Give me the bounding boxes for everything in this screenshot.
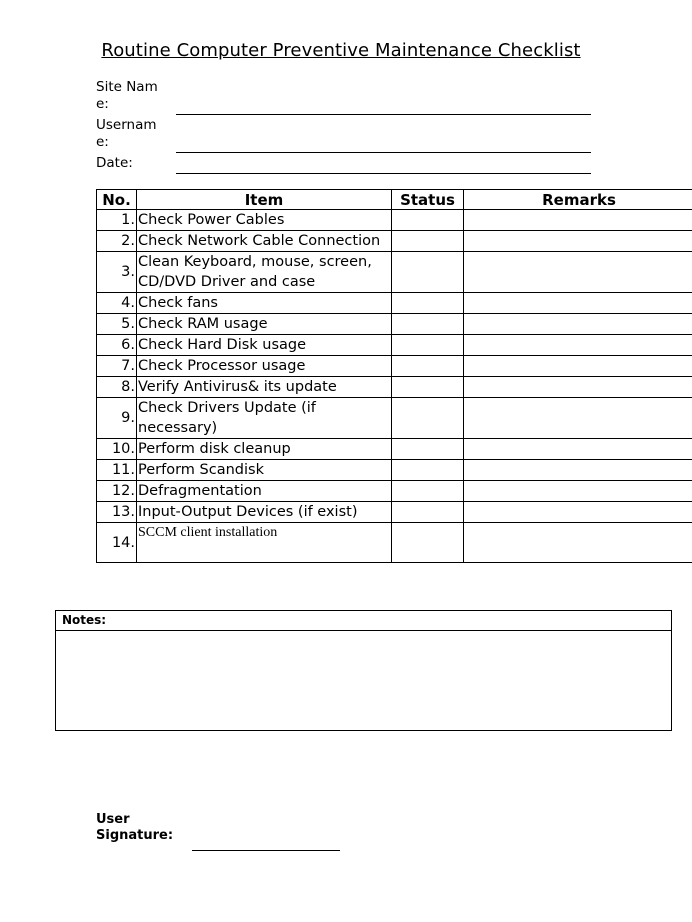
status-cell[interactable] <box>392 439 464 460</box>
row-item: Perform Scandisk <box>137 460 392 481</box>
status-cell[interactable] <box>392 252 464 293</box>
row-number: 8. <box>97 377 137 398</box>
column-header-status: Status <box>392 190 464 210</box>
status-cell[interactable] <box>392 460 464 481</box>
row-item: Input-Output Devices (if exist) <box>137 502 392 523</box>
remarks-cell[interactable] <box>464 502 692 523</box>
table-row <box>97 481 692 502</box>
row-number: 1. <box>97 210 137 231</box>
date-label: Date: <box>96 155 133 171</box>
row-number: 3. <box>97 252 137 293</box>
table-header-row <box>97 190 692 210</box>
remarks-cell[interactable] <box>464 293 692 314</box>
table-row <box>97 502 692 523</box>
row-number: 9. <box>97 398 137 439</box>
row-item: Perform disk cleanup <box>137 439 392 460</box>
username-label: Usernam e: <box>96 117 157 150</box>
status-cell[interactable] <box>392 356 464 377</box>
row-item: Check Processor usage <box>137 356 392 377</box>
row-number: 5. <box>97 314 137 335</box>
row-item: Check RAM usage <box>137 314 392 335</box>
user-signature-label: User Signature: <box>96 812 174 843</box>
status-cell[interactable] <box>392 398 464 439</box>
table-row <box>97 356 692 377</box>
table-row <box>97 335 692 356</box>
row-item: Check Power Cables <box>137 210 392 231</box>
remarks-cell[interactable] <box>464 460 692 481</box>
row-item: Clean Keyboard, mouse, screen, CD/DVD Driver and case <box>137 252 392 293</box>
row-number: 6. <box>97 335 137 356</box>
notes-label: Notes: <box>56 611 671 631</box>
remarks-cell[interactable] <box>464 377 692 398</box>
table-row <box>97 293 692 314</box>
row-number: 12. <box>97 481 137 502</box>
remarks-cell[interactable] <box>464 314 692 335</box>
date-field[interactable] <box>176 173 591 174</box>
remarks-cell[interactable] <box>464 523 692 563</box>
status-cell[interactable] <box>392 210 464 231</box>
remarks-cell[interactable] <box>464 210 692 231</box>
notes-box[interactable] <box>55 610 672 731</box>
row-item: Check Network Cable Connection <box>137 231 392 252</box>
table-row <box>97 377 692 398</box>
status-cell[interactable] <box>392 335 464 356</box>
column-header-item: Item <box>137 190 392 210</box>
row-item: Defragmentation <box>137 481 392 502</box>
status-cell[interactable] <box>392 481 464 502</box>
status-cell[interactable] <box>392 523 464 563</box>
username-field[interactable] <box>176 152 591 153</box>
remarks-cell[interactable] <box>464 439 692 460</box>
remarks-cell[interactable] <box>464 481 692 502</box>
table-row <box>97 460 692 481</box>
remarks-cell[interactable] <box>464 231 692 252</box>
row-number: 11. <box>97 460 137 481</box>
row-item: Check Drivers Update (if necessary) <box>137 398 392 439</box>
row-number: 13. <box>97 502 137 523</box>
site-name-label: Site Name: <box>96 79 158 112</box>
page-title: Routine Computer Preventive Maintenance Checklist <box>101 40 581 61</box>
table-row <box>97 210 692 231</box>
row-number: 2. <box>97 231 137 252</box>
remarks-cell[interactable] <box>464 252 692 293</box>
remarks-cell[interactable] <box>464 335 692 356</box>
table-row <box>97 252 692 293</box>
site-name-field[interactable] <box>176 114 591 115</box>
row-number: 14. <box>97 523 137 563</box>
row-number: 10. <box>97 439 137 460</box>
table-row <box>97 398 692 439</box>
row-number: 7. <box>97 356 137 377</box>
status-cell[interactable] <box>392 231 464 252</box>
checklist-table <box>96 189 692 563</box>
table-row <box>97 439 692 460</box>
row-number: 4. <box>97 293 137 314</box>
row-item: Check Hard Disk usage <box>137 335 392 356</box>
user-signature-field[interactable] <box>192 850 340 851</box>
table-row <box>97 523 692 563</box>
table-row <box>97 231 692 252</box>
column-header-remarks: Remarks <box>464 190 692 210</box>
status-cell[interactable] <box>392 314 464 335</box>
row-item: Verify Antivirus& its update <box>137 377 392 398</box>
column-header-no: No. <box>97 190 137 210</box>
status-cell[interactable] <box>392 502 464 523</box>
row-item: Check fans <box>137 293 392 314</box>
status-cell[interactable] <box>392 377 464 398</box>
status-cell[interactable] <box>392 293 464 314</box>
remarks-cell[interactable] <box>464 356 692 377</box>
remarks-cell[interactable] <box>464 398 692 439</box>
row-item: SCCM client installation <box>137 523 392 563</box>
table-row <box>97 314 692 335</box>
